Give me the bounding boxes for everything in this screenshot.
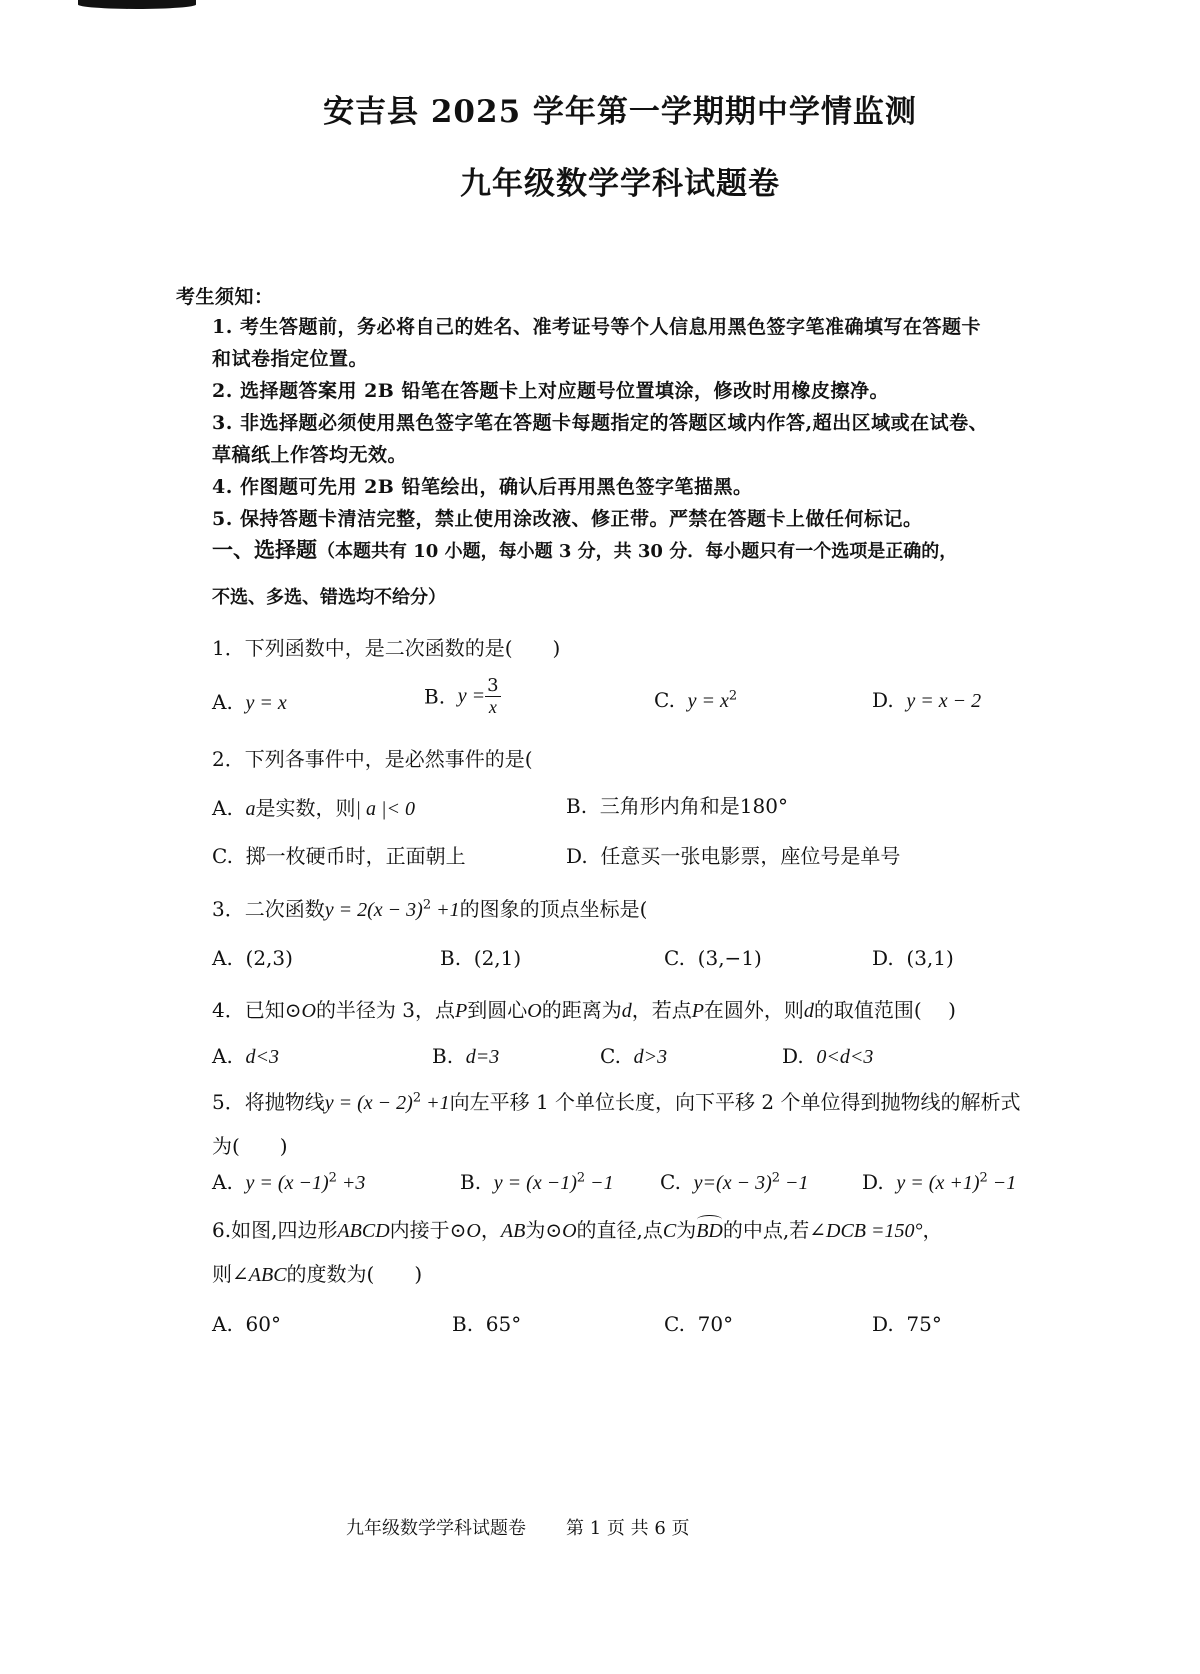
question-5-stem <box>212 1086 1020 1115</box>
q6-d-text: 75° <box>906 1312 942 1336</box>
q3-d-text: (3,1) <box>906 946 954 970</box>
notice-line-5: 草稿纸上作答均无效。 <box>212 444 408 466</box>
q4-option-b <box>432 1044 499 1069</box>
stem-text: 内接于 <box>389 1218 450 1242</box>
var-abcd: ABCD <box>337 1220 390 1242</box>
q5-c-tail: −1 <box>780 1172 809 1194</box>
q4-option-d <box>782 1044 873 1069</box>
q2-a-text: 是实数，则 <box>255 796 356 820</box>
q2-option-d <box>566 840 900 869</box>
option-label: C. <box>660 1170 681 1194</box>
option-label: D. <box>872 688 894 712</box>
notice-line-7: 5. 保持答题卡清洁完整，禁止使用涂改液、修正带。严禁在答题卡上做任何标记。 <box>212 508 923 530</box>
q1-d-expr: y = x − 2 <box>906 690 982 712</box>
circle-o: ⊙O <box>545 1220 577 1242</box>
q3-function-tail: +1 <box>431 899 460 921</box>
q5-d-tail: −1 <box>987 1172 1017 1194</box>
stem-text: 的图象的顶点坐标是( <box>459 897 648 921</box>
q1-b-lhs: y = <box>457 685 486 707</box>
q5-function: y = (x − 2) <box>324 1092 413 1114</box>
q4-d-text: 0<d<3 <box>816 1046 874 1068</box>
footer-paper-name: 九年级数学学科试题卷 <box>346 1518 526 1539</box>
option-label: B. <box>440 946 462 970</box>
option-label: B. <box>452 1312 474 1336</box>
var-c: C <box>662 1220 677 1242</box>
q3-b-text: (2,1) <box>473 946 522 970</box>
exponent: 2 <box>728 688 738 704</box>
q3-c-text: (3,−1) <box>697 946 762 970</box>
q6-option-d <box>872 1312 942 1336</box>
q5-option-d <box>862 1170 1016 1195</box>
var-o: O <box>527 1000 542 1022</box>
q6-b-text: 65° <box>485 1312 522 1336</box>
stem-text: 的取值范围( ) <box>813 998 956 1022</box>
section-one-header <box>212 534 957 564</box>
option-label: B. <box>432 1044 454 1068</box>
q2-option-c <box>212 840 466 869</box>
var-p: P <box>455 1000 468 1022</box>
q3-a-text: (2,3) <box>245 946 293 970</box>
question-5-stem-line2: 为( ) <box>212 1134 288 1158</box>
question-4-stem <box>212 994 956 1023</box>
notice-heading: 考生须知： <box>176 286 274 308</box>
q6-a-text: 60° <box>245 1312 281 1336</box>
stem-text: ， <box>480 1218 501 1242</box>
angle-dcb: ∠DCB =150° <box>809 1220 923 1242</box>
stem-text: 向左平移 1 个单位长度，向下平移 2 个单位得到抛物线的解析式 <box>449 1090 1021 1114</box>
question-6-stem <box>212 1214 943 1243</box>
section-one-title: 一、选择题 <box>212 537 317 562</box>
fraction-numerator: 3 <box>487 675 499 696</box>
option-label: A. <box>212 1044 233 1068</box>
stem-text: 3．二次函数 <box>212 897 325 921</box>
exam-subtitle: 九年级数学学科试题卷 <box>460 166 780 202</box>
q4-c-text: d>3 <box>633 1046 668 1068</box>
exponent: 2 <box>412 1090 422 1106</box>
stem-text: 4．已知⊙ <box>212 998 302 1022</box>
q1-option-a <box>212 690 287 715</box>
option-label: B. <box>566 794 588 818</box>
var-d: d <box>621 1000 632 1022</box>
stem-text: 则 <box>212 1262 232 1286</box>
q2-c-text: 掷一枚硬币时，正面朝上 <box>245 844 466 868</box>
notice-line-2: 和试卷指定位置。 <box>212 348 369 370</box>
stem-text: 5．将抛物线 <box>212 1090 325 1114</box>
question-2-stem: 2．下列各事件中，是必然事件的是( <box>212 747 533 771</box>
q6-option-b <box>452 1312 521 1336</box>
q2-option-b <box>566 790 788 819</box>
section-one-note-line2: 不选、多选、错选均不给分） <box>212 587 446 608</box>
var-ab: AB <box>500 1220 526 1242</box>
stem-text: 6.如图,四边形 <box>212 1218 338 1242</box>
q5-function-tail: +1 <box>421 1092 450 1114</box>
option-label: D. <box>862 1170 884 1194</box>
var-p: P <box>691 1000 704 1022</box>
q5-a-tail: +3 <box>336 1172 366 1194</box>
q3-option-c <box>664 946 762 970</box>
circle-o: ⊙O <box>449 1220 481 1242</box>
q4-b-text: d=3 <box>465 1046 500 1068</box>
q2-option-a <box>212 792 415 821</box>
option-label: B. <box>460 1170 482 1194</box>
q3-option-b <box>440 946 521 970</box>
option-label: D. <box>872 1312 894 1336</box>
q1-a-expr: y = x <box>245 692 287 714</box>
q2-b-text: 三角形内角和是180° <box>599 794 788 818</box>
exponent: 2 <box>979 1170 988 1186</box>
q1-c-expr: y = x <box>687 690 729 712</box>
option-label: B. <box>424 684 446 709</box>
exponent: 2 <box>576 1170 586 1186</box>
q5-b-expr: y = (x −1) <box>493 1172 577 1194</box>
notice-line-4: 3. 非选择题必须使用黑色签字笔在答题卡每题指定的答题区域内作答,超出区域或在试卷、 <box>212 412 989 434</box>
option-label: C. <box>664 1312 685 1336</box>
q1-b-fraction <box>485 676 500 717</box>
notice-line-3: 2. 选择题答案用 2B 铅笔在答题卡上对应题号位置填涂，修改时用橡皮擦净。 <box>212 380 889 402</box>
stem-text: 的直径,点 <box>576 1218 663 1242</box>
stem-text: 的距离为 <box>541 998 622 1022</box>
q5-b-tail: −1 <box>585 1172 614 1194</box>
q6-c-text: 70° <box>697 1312 734 1336</box>
question-3-stem <box>212 893 647 922</box>
q2-a-var: a <box>245 798 256 820</box>
q2-a-expr: | a |< 0 <box>355 798 416 820</box>
q6-option-c <box>664 1312 733 1336</box>
stem-text: ， <box>922 1218 943 1242</box>
option-label: C. <box>664 946 685 970</box>
notice-line-1: 1. 考生答题前，务必将自己的姓名、准考证号等个人信息用黑色签字笔准确填写在答题卡 <box>212 316 981 338</box>
option-label: A. <box>212 946 233 970</box>
question-6-stem-line2 <box>212 1258 422 1287</box>
stem-text: 到圆心 <box>467 998 528 1022</box>
arc-bd: BD <box>696 1220 723 1242</box>
stem-text: 为 <box>676 1218 697 1242</box>
stem-text: 在圆外，则 <box>703 998 804 1022</box>
exponent: 2 <box>328 1170 337 1186</box>
fraction-denominator: x <box>488 697 497 717</box>
option-label: D. <box>872 946 894 970</box>
stem-text: 的度数为( ) <box>286 1262 423 1286</box>
page-footer <box>346 1514 690 1540</box>
option-label: A. <box>212 690 233 714</box>
q3-option-a <box>212 946 293 970</box>
q4-option-a <box>212 1044 279 1069</box>
option-label: C. <box>212 844 233 868</box>
var-d: d <box>803 1000 814 1022</box>
q5-option-c <box>660 1170 809 1195</box>
q1-option-d <box>872 688 981 713</box>
q1-option-c <box>654 688 737 713</box>
q3-option-d <box>872 946 954 970</box>
q2-d-text: 任意买一张电影票，座位号是单号 <box>600 844 901 868</box>
notice-line-6: 4. 作图题可先用 2B 铅笔绘出，确认后再用黑色签字笔描黑。 <box>212 476 753 498</box>
option-label: C. <box>600 1044 621 1068</box>
q6-option-a <box>212 1312 281 1336</box>
q3-function: y = 2(x − 3) <box>324 899 423 921</box>
stem-text: 的中点,若 <box>722 1218 810 1242</box>
q4-a-text: d<3 <box>245 1046 280 1068</box>
var-o: O <box>301 1000 316 1022</box>
option-label: C. <box>654 688 675 712</box>
stem-text: 的半径为 3，点 <box>315 998 456 1022</box>
exam-title: 安吉县 2025 学年第一学期期中学情监测 <box>323 94 917 130</box>
option-label: D. <box>566 844 588 868</box>
option-label: A. <box>212 1312 233 1336</box>
angle-abc: ∠ABC <box>232 1264 287 1286</box>
q5-d-expr: y = (x +1) <box>896 1172 980 1194</box>
q5-option-a <box>212 1170 365 1195</box>
stem-text: 为 <box>525 1218 546 1242</box>
scan-edge-mark <box>78 0 196 9</box>
stem-text: ，若点 <box>631 998 692 1022</box>
option-label: A. <box>212 796 233 820</box>
question-1-stem: 1．下列函数中，是二次函数的是( ) <box>212 636 561 660</box>
q5-a-expr: y = (x −1) <box>245 1172 329 1194</box>
footer-page-info: 第 1 页 共 6 页 <box>566 1518 690 1539</box>
q4-option-c <box>600 1044 667 1069</box>
exponent: 2 <box>422 897 432 913</box>
section-one-note: （本题共有 10 小题，每小题 3 分，共 30 分．每小题只有一个选项是正确的， <box>317 541 958 562</box>
option-label: A. <box>212 1170 233 1194</box>
exponent: 2 <box>771 1170 781 1186</box>
q1-option-b <box>424 676 501 717</box>
q5-c-expr: y=(x − 3) <box>693 1172 772 1194</box>
option-label: D. <box>782 1044 804 1068</box>
q5-option-b <box>460 1170 614 1195</box>
